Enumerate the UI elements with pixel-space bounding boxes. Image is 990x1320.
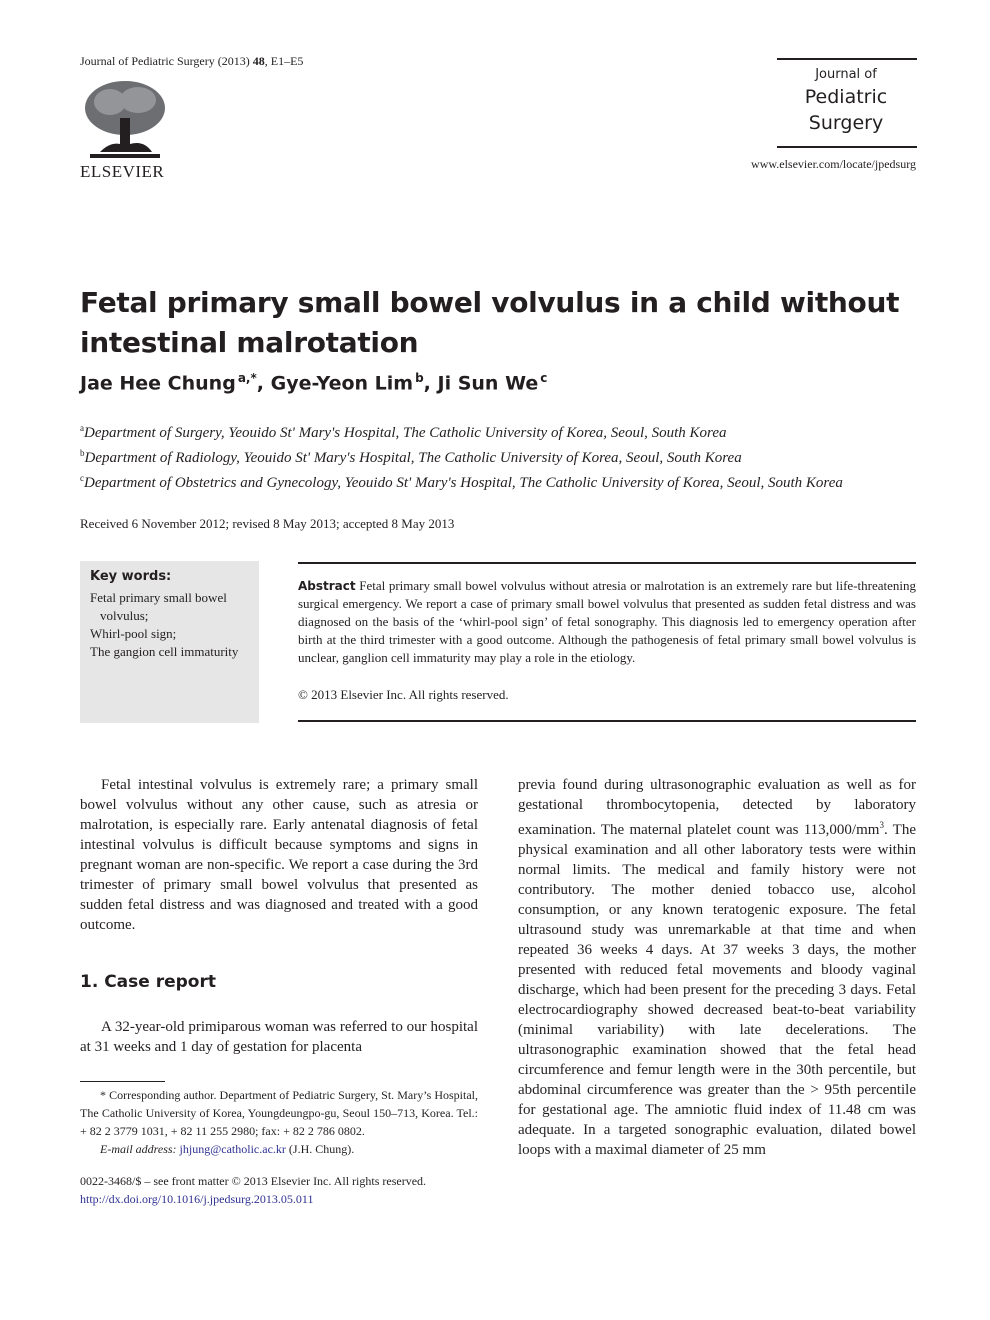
author-separator: ,: [423, 372, 438, 395]
affiliation-item: [80, 468, 870, 493]
case-paragraph-start: [80, 1017, 478, 1057]
affiliation-mark: b: [80, 448, 85, 458]
email-label: E-mail address:: [100, 1142, 177, 1156]
journal-url-link[interactable]: www.elsevier.com/locate/jpedsurg: [751, 157, 916, 171]
case-text: A 32-year-old primiparous woman was referred to our hospital at 31 weeks and 1 day of gestation for placenta: [80, 1019, 478, 1055]
journal-logo-line2: Pediatric: [804, 86, 888, 108]
journal-logo-line3: Surgery: [808, 112, 884, 134]
affiliation-mark: a: [80, 423, 84, 433]
email-link[interactable]: jhjung@catholic.ac.kr: [179, 1142, 286, 1156]
keywords-title: Key words:: [90, 569, 172, 584]
author-marks: c: [540, 371, 548, 385]
keyword-item: The gangion cell immaturity: [90, 644, 239, 659]
corresponding-author-note: * Corresponding author. Department of Pediatric Surgery, St. Mary’s Hospital, The Catholic University of Korea, Youngdeungpo-gu, Seoul 150–713, Korea. Tel.: + 82 2 3779 1031, + 82 11 255 2980; fax: + 82 2 786 0802.: [80, 1088, 478, 1138]
intro-text: Fetal intestinal volvulus is extremely rare; a primary small bowel volvulus without any other cause, such as atresia or malrotation, is especially rare. Early antenatal diagnosis of fetal intestinal volvulus is difficult because symptoms and signs in pregnant woman are non-specific. We report a case during the 3rd trimester of primary small bowel volvulus that presented as sudden fetal distress and was diagnosed and treated with a good outcome.: [80, 777, 478, 933]
journal-citation: [80, 54, 303, 69]
abstract-copyright: © 2013 Elsevier Inc. All rights reserved.: [298, 687, 509, 702]
case-paragraph-continued: [518, 775, 916, 1160]
journal-ref-prefix: Journal of Pediatric Surgery (2013): [80, 54, 253, 68]
logo-top-rule: [777, 58, 917, 60]
article-title: Fetal primary small bowel volvulus in a child without intestinal malrotation: [80, 286, 900, 359]
email-line: [80, 1140, 478, 1158]
abstract-top-rule: [298, 562, 916, 564]
author-name[interactable]: Jae Hee Chung: [80, 372, 236, 395]
author-list: [80, 371, 547, 394]
keyword-item: Fetal primary small bowel volvulus;: [90, 590, 227, 623]
affiliation-item: [80, 418, 870, 443]
journal-ref-volume: 48: [252, 54, 265, 68]
author-marks: a,*: [237, 371, 257, 385]
affiliations: [80, 418, 870, 493]
abstract-text: Fetal primary small bowel volvulus without atresia or malrotation is an extremely rare but life-threatening surgical emergency. We report a case of primary small bowel volvulus that presented as sudden fetal distress and was diagnosed on the basis of the ‘whirl-pool sign’ of fetal sonography. This diagnosis led to emergency operation after birth at the third trimester with a good outcome. Although the pathogenesis of fetal primary small bowel volvulus is unclear, ganglion cell immaturity may play a role in the etiology.: [298, 578, 916, 665]
author-name[interactable]: Ji Sun We: [437, 372, 539, 395]
elsevier-wordmark: ELSEVIER: [80, 162, 165, 181]
received-dates: Received 6 November 2012; revised 8 May 2013; accepted 8 May 2013: [80, 516, 455, 531]
author-marks: b: [415, 371, 424, 385]
issn-line: 0022-3468/$ – see front matter © 2013 Elsevier Inc. All rights reserved.: [80, 1174, 427, 1188]
affiliation-item: [80, 443, 870, 468]
author-name[interactable]: Gye-Yeon Lim: [270, 372, 414, 395]
footnote-rule: [80, 1081, 165, 1082]
keywords-box: [80, 561, 259, 723]
keyword-item: Whirl-pool sign;: [90, 626, 177, 641]
affiliation-text: Department of Surgery, Yeouido St' Mary's Hospital, The Catholic University of Korea, Seoul, South Korea: [84, 425, 727, 441]
elsevier-logo: [80, 78, 180, 182]
keywords-list: [90, 589, 255, 661]
abstract-label: Abstract: [298, 579, 356, 593]
affiliation-mark: c: [80, 473, 84, 483]
logo-bottom-rule: [777, 146, 917, 148]
case-text-continued: [518, 775, 916, 1160]
doi-link[interactable]: http://dx.doi.org/10.1016/j.jpedsurg.2013.05.011: [80, 1192, 314, 1206]
abstract-bottom-rule: [298, 720, 916, 722]
elsevier-tree-icon: [80, 78, 170, 160]
footnotes: [80, 1086, 478, 1158]
affiliation-text: Department of Radiology, Yeouido St' Mary's Hospital, The Catholic University of Korea, Seoul, South Korea: [84, 450, 742, 466]
unit-superscript: 3: [879, 820, 884, 830]
section-heading: 1. Case report: [80, 972, 216, 992]
author-separator: ,: [256, 372, 271, 395]
abstract: [298, 577, 916, 667]
journal-logo-line1: Journal of: [815, 67, 877, 82]
journal-logo: [777, 58, 917, 148]
email-suffix: (J.H. Chung).: [285, 1142, 355, 1156]
front-matter-info: [80, 1172, 478, 1208]
case-text-part1: previa found during ultrasonographic evaluation as well as for gestational thrombocytopenia, detected by laboratory examination. The maternal platelet count was 113,000/mm: [518, 777, 916, 838]
case-text-part2: . The physical examination and all other laboratory tests were within normal limits. The medical and family history were not contributory. The mother denied tobacco use, alcohol consumption, or any known teratogenic exposure. The fetal ultrasound study was unremarkable at that time and when repeated 36 weeks 4 days. At 37 weeks 3 days, the mother presented with reduced fetal movements and bloody vaginal discharge, which had been present for the preceding 3 days. Fetal electrocardiography showed decreased beat-to-beat variability (minimal variability) with late decelerations. The ultrasonographic examination showed that the fetal head circumference and femur length were in the 30th percentile, but abdominal circumference was greater than the > 95th percentile for gestational age. The amniotic fluid index of 11.48 cm was adequate. In a targeted sonographic evaluation, dilated bowel loops with a maximal diameter of 25 mm: [518, 822, 916, 1158]
intro-paragraph: [80, 775, 478, 935]
affiliation-text: Department of Obstetrics and Gynecology, Yeouido St' Mary's Hospital, The Catholic University of Korea, Seoul, South Korea: [84, 475, 843, 491]
journal-ref-pages: , E1–E5: [264, 54, 304, 68]
